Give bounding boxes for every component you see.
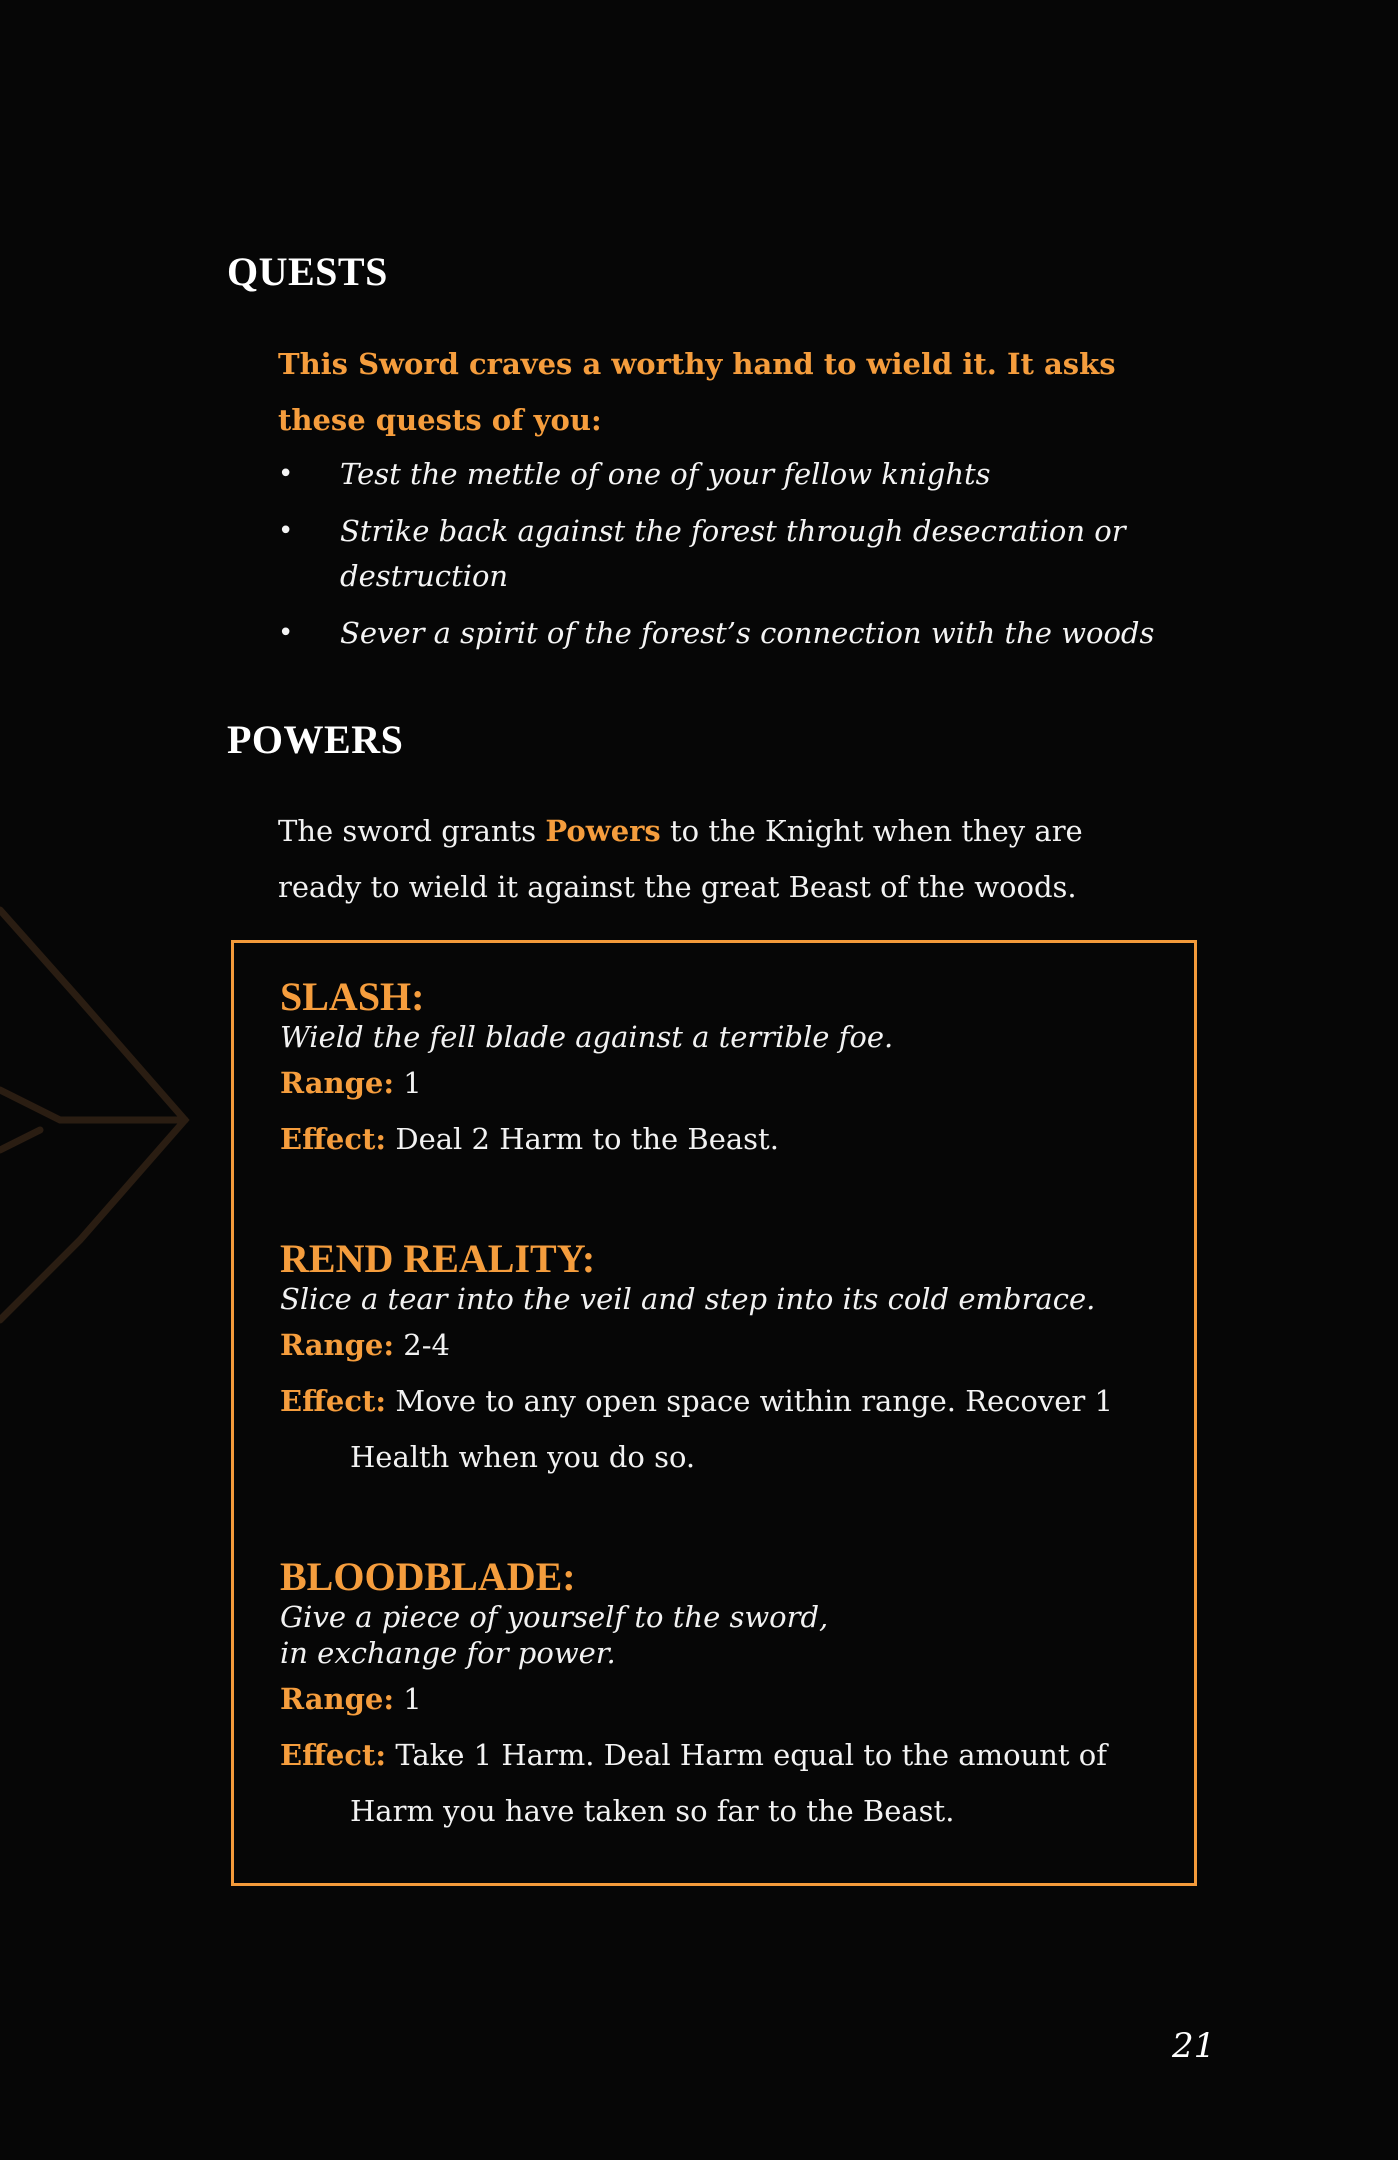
quest-list	[278, 452, 1178, 668]
powers-heading: POWERS	[227, 717, 404, 762]
power-range	[280, 1055, 1160, 1111]
quest-item	[278, 452, 1178, 497]
effect-value: Take 1 Harm. Deal Harm equal to the amount of Harm you have taken so far to the Beast.	[350, 1738, 1107, 1828]
quest-item	[278, 509, 1178, 599]
rune-decoration	[0, 880, 200, 1340]
powers-keyword: Powers	[545, 814, 661, 848]
quest-text: Sever a spirit of the forest’s connection with the woods	[340, 616, 1155, 650]
page-number: 21	[1172, 2026, 1216, 2066]
quest-text: Strike back against the forest through desecration or destruction	[340, 514, 1126, 593]
powers-intro-text: to the Knight when they are ready to wield it against the great Beast of the woods.	[278, 814, 1083, 904]
power-description: Slice a tear into the veil and step into its cold embrace.	[280, 1282, 1096, 1316]
range-value: 1	[403, 1682, 422, 1716]
power-effect	[280, 1111, 1160, 1167]
range-value: 2-4	[403, 1328, 450, 1362]
range-value: 1	[403, 1066, 422, 1100]
power-description: Wield the fell blade against a terrible foe.	[280, 1020, 894, 1054]
power-effect	[280, 1373, 1160, 1485]
power-name: REND REALITY:	[280, 1236, 596, 1281]
power-effect	[280, 1727, 1160, 1839]
range-label: Range:	[280, 1682, 395, 1716]
bullet: •	[278, 618, 294, 648]
power-slash	[280, 975, 1160, 1167]
quest-text: Test the mettle of one of your fellow knights	[340, 457, 991, 491]
quest-item	[278, 611, 1178, 656]
powers-intro	[278, 803, 1158, 915]
bullet: •	[278, 516, 294, 546]
power-rend-reality	[280, 1237, 1160, 1485]
effect-label: Effect:	[280, 1738, 387, 1772]
effect-value: Move to any open space within range. Recover 1 Health when you do so.	[350, 1384, 1113, 1474]
powers-box	[231, 940, 1197, 1886]
power-range	[280, 1671, 1160, 1727]
power-range	[280, 1317, 1160, 1373]
power-name: BLOODBLADE:	[280, 1554, 576, 1599]
power-description	[280, 1599, 1160, 1671]
quests-heading: QUESTS	[227, 249, 388, 294]
power-description-line: Give a piece of yourself to the sword,	[280, 1600, 829, 1634]
powers-intro-text: The sword grants	[278, 814, 546, 848]
range-label: Range:	[280, 1328, 395, 1362]
effect-value: Deal 2 Harm to the Beast.	[395, 1122, 779, 1156]
effect-label: Effect:	[280, 1384, 387, 1418]
quests-intro: This Sword craves a worthy hand to wield it. It asks these quests of you:	[278, 347, 1116, 437]
range-label: Range:	[280, 1066, 395, 1100]
effect-label: Effect:	[280, 1122, 387, 1156]
bullet: •	[278, 459, 294, 489]
power-name: SLASH:	[280, 974, 425, 1019]
power-bloodblade	[280, 1555, 1160, 1839]
power-description-line: in exchange for power.	[280, 1636, 616, 1670]
